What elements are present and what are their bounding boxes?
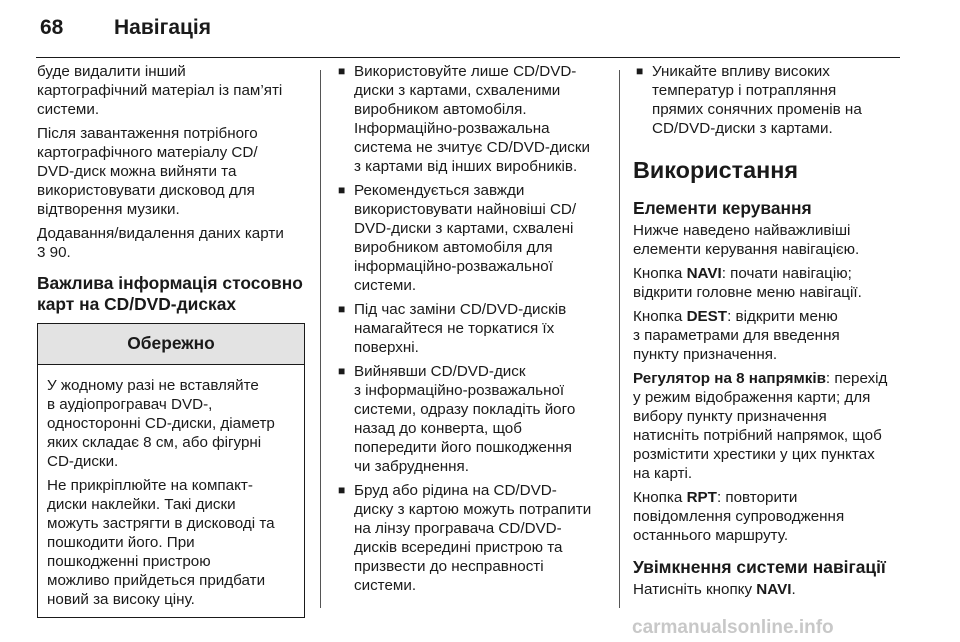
list-item-text: Використовуйте лише CD/DVD- диски з картами, схваленими виробником автомобіля. Інформаційно-розважальна система не зчитує CD/DVD-диски з картами від інших виробників. [354, 63, 590, 175]
column-divider-1 [320, 70, 321, 608]
column-1 [37, 62, 305, 618]
button-word: Кнопка [633, 489, 687, 506]
column-3 [633, 62, 908, 604]
list-item-text: Бруд або рідина на CD/DVD- диску з картою можуть потрапити на лінзу програвача CD/DVD- дисків всередині пристрою та призвести до несправності системи. [354, 482, 592, 594]
list-item-text: Уникайте впливу високих температур і потрапляння прямих сонячних променів на CD/DVD-диски з картами. [652, 63, 862, 137]
list-item [335, 481, 610, 595]
control-description: : почати навігацію; відкрити головне меню навігації. [633, 265, 862, 301]
list-item [633, 62, 908, 138]
bullet-icon: ■ [338, 302, 346, 316]
page-header [0, 0, 960, 60]
bullet-icon: ■ [338, 364, 346, 378]
warning-paragraph: У жодному разі не вставляйте в аудіопрогравач DVD-, односторонні CD-диски, діаметр яких складає 8 см, або фігурні CD-диски. [47, 377, 275, 470]
navi-key-label: NAVI [686, 265, 722, 282]
warning-title: Обережно [38, 324, 304, 365]
list-item [335, 362, 610, 476]
section-title: Навігація [114, 16, 212, 39]
control-rpt [633, 488, 908, 545]
warning-body [38, 365, 304, 617]
subsection-heading: Важлива інформація стосовно карт на CD/DVD-дисках [37, 273, 303, 314]
bullet-list [633, 62, 908, 138]
control-description: : повторити повідомлення супроводження останнього маршруту. [633, 489, 845, 544]
paragraph: Після завантаження потрібного картографічного матеріалу CD/ DVD-диск можна вийняти та використовувати дисковод для відтворення музики. [37, 125, 258, 218]
subsection-heading: Елементи керування [633, 198, 812, 218]
dest-key-label: DEST [686, 308, 728, 325]
bullet-icon: ■ [338, 64, 346, 78]
list-item [335, 300, 610, 357]
bullet-icon: ■ [636, 64, 644, 78]
bullet-list [335, 62, 610, 595]
control-description: : відкрити меню з параметрами для введення пункту призначення. [633, 308, 840, 363]
column-divider-2 [619, 70, 620, 608]
dial-key-label: Регулятор на 8 напрямків [633, 370, 826, 387]
rpt-key-label: RPT [686, 489, 717, 506]
bullet-icon: ■ [338, 483, 346, 497]
button-word: Кнопка [633, 265, 687, 282]
control-navi [633, 264, 908, 302]
warning-box [37, 323, 305, 618]
column-2 [335, 62, 610, 600]
control-description: : перехід у режим відображення карти; для вибору пункту призначення натисніть потрібний напрямок, щоб розмістити хрестики у цих пунктах на карті. [633, 370, 888, 482]
button-word: Кнопка [633, 308, 687, 325]
section-heading: Використання [633, 157, 799, 183]
list-item [335, 62, 610, 176]
list-item-text: Під час заміни CD/DVD-дисків намагайтеся не торкатися їх поверхні. [354, 301, 567, 356]
paragraph: Нижче наведено найважливіші елементи керування навігацією. [633, 222, 860, 258]
control-dial [633, 369, 908, 483]
bullet-icon: ■ [338, 183, 346, 197]
watermark: carmanualsonline.info [632, 617, 834, 638]
paragraph-text: . [791, 581, 796, 598]
subsection-heading: Увімкнення системи навігації [633, 557, 886, 577]
warning-paragraph: Не прикріплюйте на компакт- диски наклейки. Такі диски можуть застрягти в дисководі та пошкодити його. При пошкодженні пристрою можливо прийдеться придбати новий за високу ціну. [47, 477, 275, 608]
list-item [335, 181, 610, 295]
list-item-text: Рекомендується завжди використовувати найновіші CD/ DVD-диски з картами, схвалені виробником автомобіля для інформаційно-розважальної системи. [354, 182, 577, 294]
paragraph [633, 580, 908, 599]
paragraph: буде видалити інший картографічний матеріал із пам’яті системи. [37, 63, 283, 118]
navi-key-label: NAVI [756, 581, 792, 598]
paragraph-cross-reference: Додавання/видалення даних карти 3 90. [37, 225, 284, 261]
header-rule [36, 57, 900, 58]
list-item-text: Вийнявши CD/DVD-диск з інформаційно-розважальної системи, одразу покладіть його назад до конверта, щоб попередити його пошкодження чи забруднення. [354, 363, 576, 475]
control-dest [633, 307, 908, 364]
paragraph-text: Натисніть кнопку [633, 581, 757, 598]
page-number: 68 [40, 16, 64, 39]
